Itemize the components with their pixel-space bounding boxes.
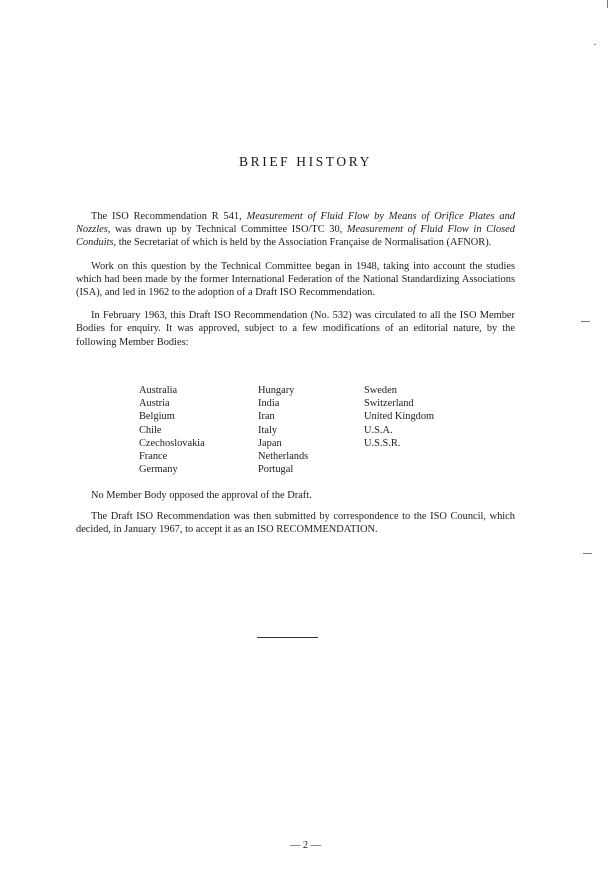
country-item: India (258, 398, 280, 410)
scan-mark (583, 553, 592, 554)
countries-column-2 (258, 384, 308, 476)
country-item: Japan (258, 437, 282, 449)
scan-mark (594, 44, 596, 45)
country-item: Czechoslovakia (139, 437, 205, 449)
country-item: Australia (139, 385, 178, 396)
body-text (76, 210, 515, 359)
country-item: Chile (139, 424, 162, 436)
paragraph-enquiry: In February 1963, this Draft ISO Recommendation (No. 532) was circulated to all the ISO Member Bodies for enquiry. It was approved, subject to a few modifications of an editorial nature, by the following Member Bodies: (76, 310, 515, 348)
section-divider (257, 637, 318, 638)
countries-column-1 (139, 384, 205, 476)
committee-title: Measurement of Fluid Flow in Closed Conduits (76, 224, 515, 249)
origin-text-1: The ISO Recommendation R 541, (91, 211, 247, 222)
paragraph-council-decision: The Draft ISO Recommendation was then submitted by correspondence to the ISO Council, which decided, in January 1967, to accept it as an ISO RECOMMENDATION. (76, 511, 515, 536)
country-item: Germany (139, 464, 178, 476)
country-item: France (139, 451, 168, 463)
scan-mark (581, 321, 590, 322)
paragraph-no-opposition: No Member Body opposed the approval of the Draft. (91, 490, 312, 501)
country-item: Hungary (258, 385, 295, 396)
origin-text-3: , the Secretariat of which is held by the Association Française de Normalisation (AFNOR). (113, 237, 492, 249)
countries-column-3 (364, 384, 434, 450)
country-item: Sweden (364, 385, 397, 396)
country-item: Austria (139, 398, 170, 410)
page-title: BRIEF HISTORY (239, 154, 372, 169)
origin-text-2: , was drawn up by Technical Committee ISO/TC 30, (107, 224, 347, 236)
country-item: Belgium (139, 411, 175, 423)
country-item: Switzerland (364, 398, 414, 410)
standard-title: Measurement of Fluid Flow by Means of Orifice Plates and Nozzles (76, 211, 515, 236)
country-item: Netherlands (258, 451, 309, 463)
page-number: — 2 — (289, 840, 322, 851)
country-item: Iran (258, 411, 275, 423)
country-item: U.S.S.R. (364, 437, 401, 449)
scan-mark (607, 0, 608, 8)
paragraph-origin (76, 210, 515, 250)
paragraph-work: Work on this question by the Technical Committee began in 1948, taking into account the studies which had been made by the former International Federation of the National Standardizing Associations (ISA), and led in 1962 to the adoption of a Draft ISO Recommendation. (76, 260, 515, 299)
country-item: United Kingdom (364, 411, 435, 423)
country-item: U.S.A. (364, 424, 393, 436)
country-item: Italy (258, 424, 278, 436)
country-item: Portugal (258, 464, 294, 476)
